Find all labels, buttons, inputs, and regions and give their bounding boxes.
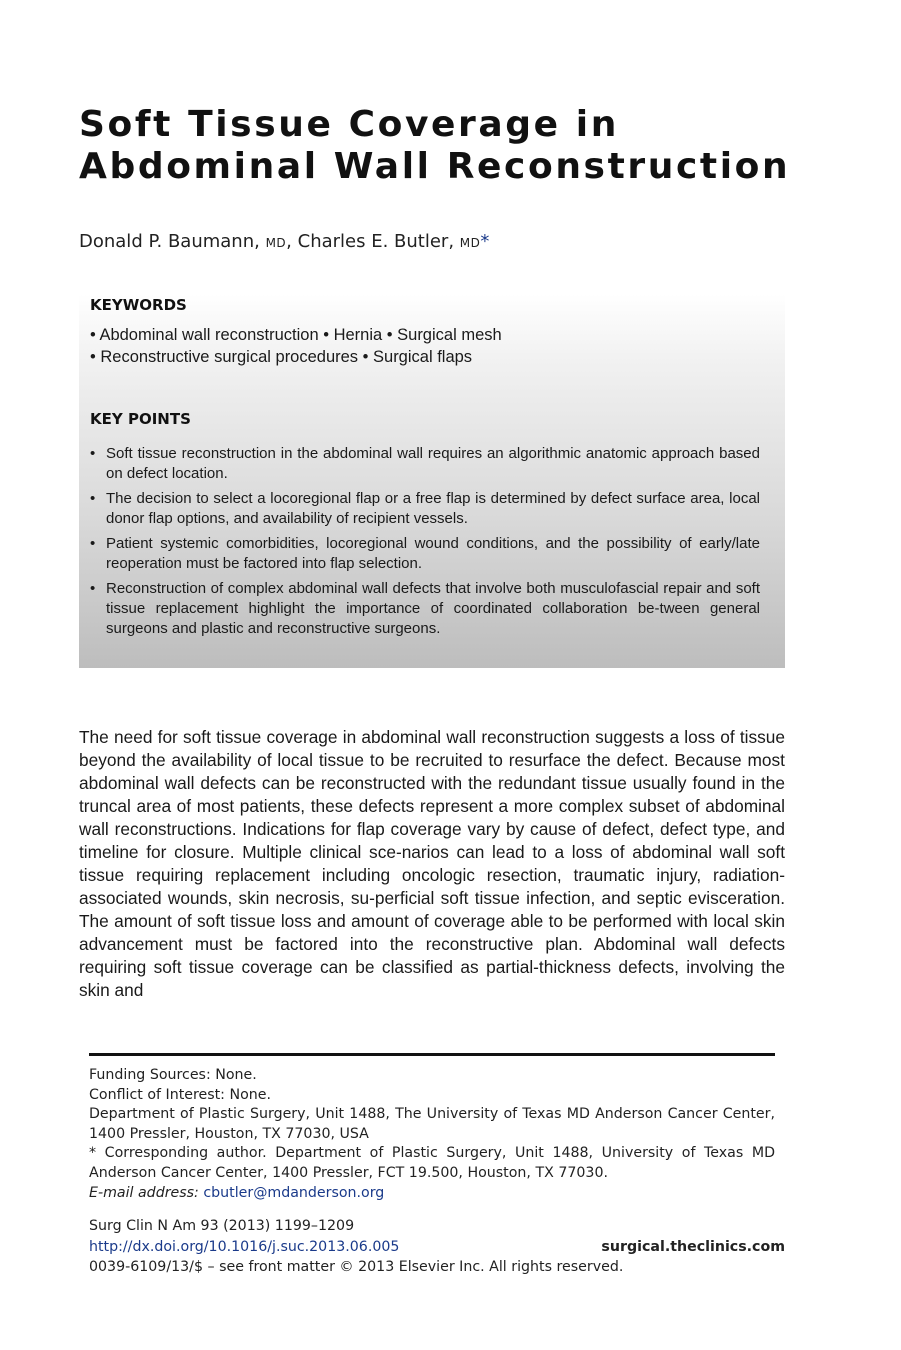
footnote-divider: [89, 1053, 775, 1056]
author-name: Charles E. Butler,: [297, 231, 455, 252]
key-point-text: Soft tissue reconstruction in the abdominal wall requires an algorithmic anatomic approach based on defect location.: [106, 445, 760, 482]
keywords-keypoints-box: [79, 294, 785, 668]
keywords-line: • Abdominal wall reconstruction • Hernia • Surgical mesh: [90, 326, 502, 344]
title-line-1: Soft Tissue Coverage in: [79, 104, 619, 145]
email-label: E-mail address:: [89, 1185, 199, 1201]
email-note: [89, 1184, 775, 1204]
author-separator: ,: [286, 231, 298, 252]
author-degree: MD: [459, 236, 481, 250]
key-point-item: [90, 579, 760, 639]
corresponding-author-marker[interactable]: *: [480, 231, 490, 252]
funding-note: Funding Sources: None.: [89, 1067, 257, 1083]
key-point-item: [90, 444, 760, 484]
conflict-note: Conflict of Interest: None.: [89, 1087, 271, 1103]
doi-link[interactable]: http://dx.doi.org/10.1016/j.suc.2013.06.005: [89, 1239, 400, 1255]
title-line-2: Abdominal Wall Reconstruction: [79, 146, 791, 187]
author-name: Donald P. Baumann,: [79, 231, 260, 252]
key-point-item: [90, 489, 760, 529]
article-title: [79, 104, 839, 188]
key-point-text: Patient systemic comorbidities, locoregional wound conditions, and the possibility of early/late reoperation must be factored into flap selection.: [106, 535, 760, 572]
bullet-icon: •: [90, 535, 96, 552]
key-points-heading: KEY POINTS: [90, 410, 191, 428]
keywords-heading: KEYWORDS: [90, 296, 187, 314]
key-point-text: Reconstruction of complex abdominal wall defects that involve both musculofascial repair and soft tissue replacement highlight the importance of coordinated collaboration be-tween general surgeons and plastic and reconstructive surgeons.: [106, 580, 760, 637]
author-degree: MD: [265, 236, 287, 250]
key-points-list: [90, 444, 760, 644]
bullet-icon: •: [90, 490, 96, 507]
key-point-item: [90, 534, 760, 574]
body-paragraph: The need for soft tissue coverage in abdominal wall reconstruction suggests a loss of tissue beyond the availability of local tissue to be recruited to resurface the defect. Because most abdominal wall defects can be reconstructed with the redundant tissue usually found in the truncal area of most patients, these defects represent a more complex subset of abdominal wall reconstructions. Indications for flap coverage vary by cause of defect, defect type, and timeline for closure. Multiple clinical sce-narios can lead to a loss of abdominal wall soft tissue requiring replacement including oncologic resection, traumatic injury, radiation-associated wounds, skin necrosis, su-perficial soft tissue infection, and septic evisceration. The amount of soft tissue loss and amount of coverage able to be performed with local skin advancement must be factored into the reconstructive plan. Abdominal wall defects requiring soft tissue coverage can be classified as partial-thickness defects, involving the skin and: [79, 727, 785, 1000]
bullet-icon: •: [90, 445, 96, 462]
email-link[interactable]: cbutler@mdanderson.org: [203, 1185, 385, 1201]
copyright-line: 0039-6109/13/$ – see front matter © 2013 Elsevier Inc. All rights reserved.: [89, 1259, 624, 1275]
key-point-text: The decision to select a locoregional flap or a free flap is determined by defect surface area, local donor flap options, and availability of recipient vessels.: [106, 490, 760, 527]
corresponding-author-note: * Corresponding author. Department of Plastic Surgery, Unit 1488, University of Texas MD Anderson Cancer Center, 1400 Pressler, FCT 19.500, Houston, TX 77030.: [89, 1145, 775, 1181]
journal-site-link[interactable]: surgical.theclinics.com: [601, 1239, 785, 1255]
bullet-icon: •: [90, 580, 96, 597]
author-list: [79, 229, 779, 256]
journal-citation: Surg Clin N Am 93 (2013) 1199–1209: [89, 1218, 355, 1234]
keywords-line: • Reconstructive surgical procedures • Surgical flaps: [90, 348, 473, 366]
affiliation-note: Department of Plastic Surgery, Unit 1488, The University of Texas MD Anderson Cancer Center, 1400 Pressler, Houston, TX 77030, USA: [89, 1106, 775, 1142]
